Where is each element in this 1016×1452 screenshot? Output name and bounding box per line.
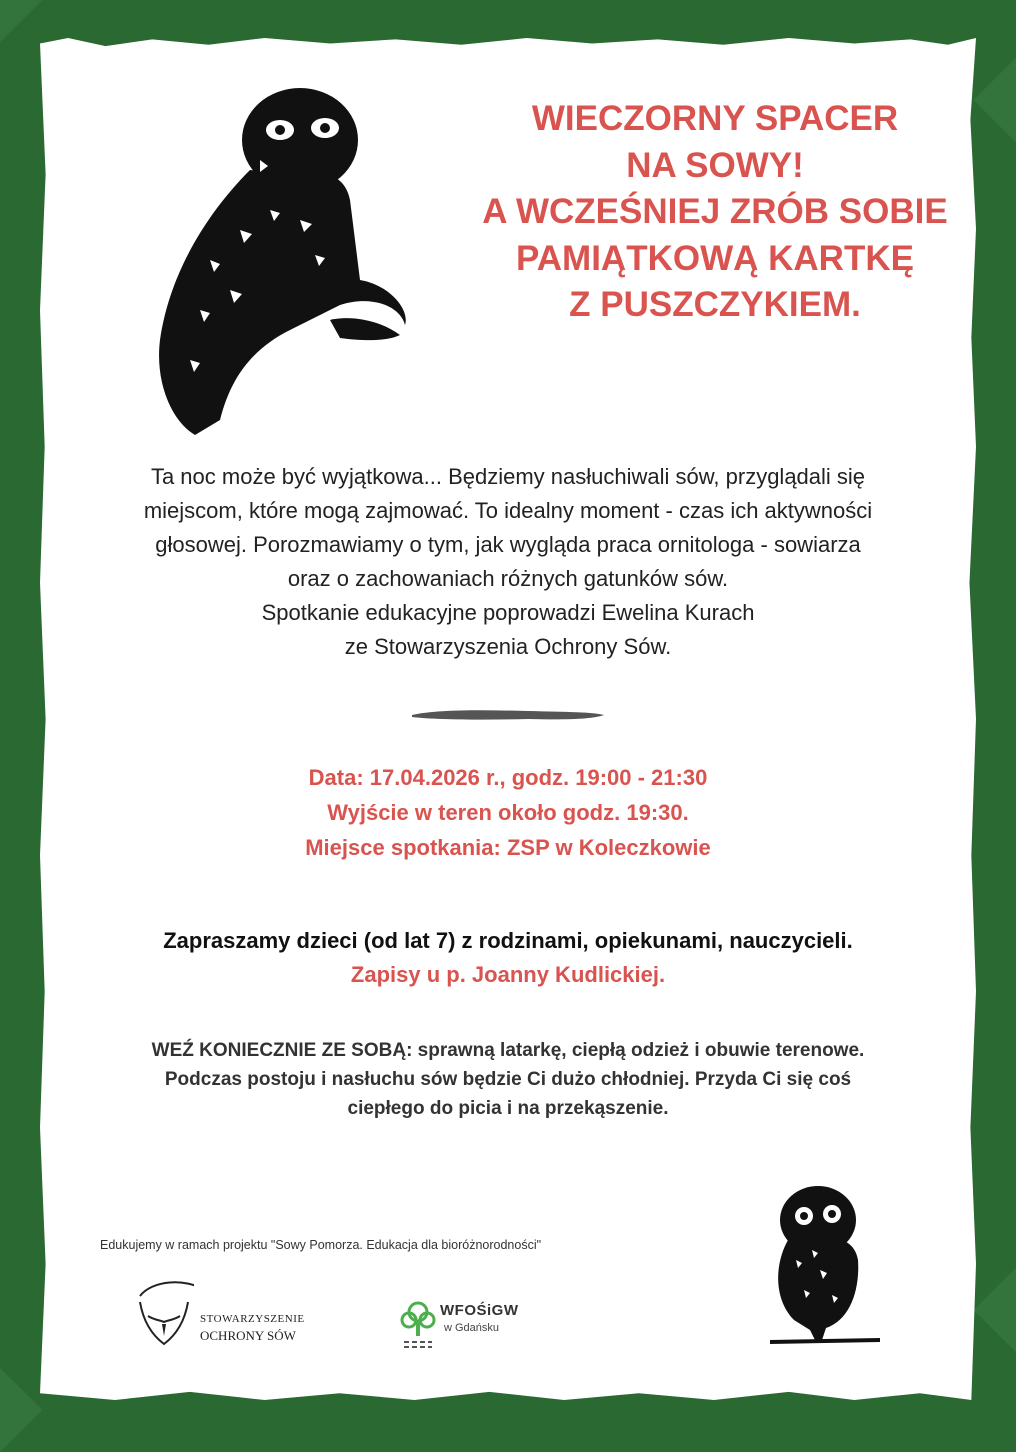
owl-face-logo-icon [134, 1276, 194, 1356]
bring-line: WEŹ KONIECZNIE ZE SOBĄ: sprawną latarkę, ciepłą odzież i obuwie terenowe. [151, 1040, 865, 1061]
logo-sos-top-text: STOWARZYSZENIE [200, 1313, 305, 1325]
logo-wf-name: WFOŚiGW [440, 1302, 519, 1319]
intro-line: Ta noc może być wyjątkowa... Będziemy nasłuchiwali sów, przyglądali się [150, 464, 866, 489]
flyer-title [430, 96, 1000, 329]
invitation [60, 924, 956, 992]
event-departure: Wyjście w teren około godz. 19:30. [327, 800, 689, 825]
invitation-audience: Zapraszamy dzieci (od lat 7) z rodzinami, opiekunami, nauczycieli. [163, 928, 853, 953]
tree-logo-icon [400, 1300, 436, 1350]
event-date: Data: 17.04.2026 r., godz. 19:00 - 21:30 [308, 765, 708, 790]
title-line: Z PUSZCZYKIEM. [569, 285, 861, 324]
bring-line: Podczas postoju i nasłuchu sów będzie Ci dużo chłodniej. Przyda Ci się coś [164, 1069, 852, 1090]
brush-divider [408, 706, 606, 724]
title-line: A WCZEŚNIEJ ZRÓB SOBIE [482, 192, 948, 231]
logo-wf-subtitle: w Gdańsku [444, 1322, 500, 1334]
bring-line: ciepłego do picia i na przekąszenie. [347, 1098, 669, 1119]
title-line: NA SOWY! [626, 145, 804, 185]
event-place: Miejsce spotkania: ZSP w Koleczkowie [305, 835, 711, 860]
frame-decoration [974, 1268, 1016, 1353]
invitation-signup: Zapisy u p. Joanny Kudlickiej. [350, 962, 666, 987]
title-line: PAMIĄTKOWĄ KARTKĘ [516, 238, 914, 278]
event-details [60, 760, 956, 865]
tawny-owl-illustration [100, 80, 420, 440]
intro-paragraph [60, 460, 956, 664]
wfosigw-logo [400, 1300, 560, 1360]
intro-line: oraz o zachowaniach różnych gatunków sów. [287, 566, 729, 591]
title-line: WIECZORNY SPACER [531, 99, 899, 138]
logo-sos-bottom-text: OCHRONY SÓW [200, 1328, 296, 1343]
intro-line: głosowej. Porozmawiamy o tym, jak wygląda praca ornitologa - sowiarza [155, 532, 861, 557]
frame-decoration [0, 0, 42, 42]
what-to-bring [60, 1036, 956, 1123]
little-owl-illustration [760, 1180, 890, 1350]
stowarzyszenie-ochrony-sow-logo [134, 1276, 334, 1356]
intro-line: Spotkanie edukacyjne poprowadzi Ewelina Kurach [261, 600, 755, 625]
intro-line: miejscom, które mogą zajmować. To idealny moment - czas ich aktywności [143, 498, 873, 523]
frame-decoration [0, 1368, 42, 1452]
project-note: Edukujemy w ramach projektu "Sowy Pomorza. Edukacja dla bioróżnorodności" [100, 1238, 542, 1252]
intro-line: ze Stowarzyszenia Ochrony Sów. [344, 634, 672, 659]
